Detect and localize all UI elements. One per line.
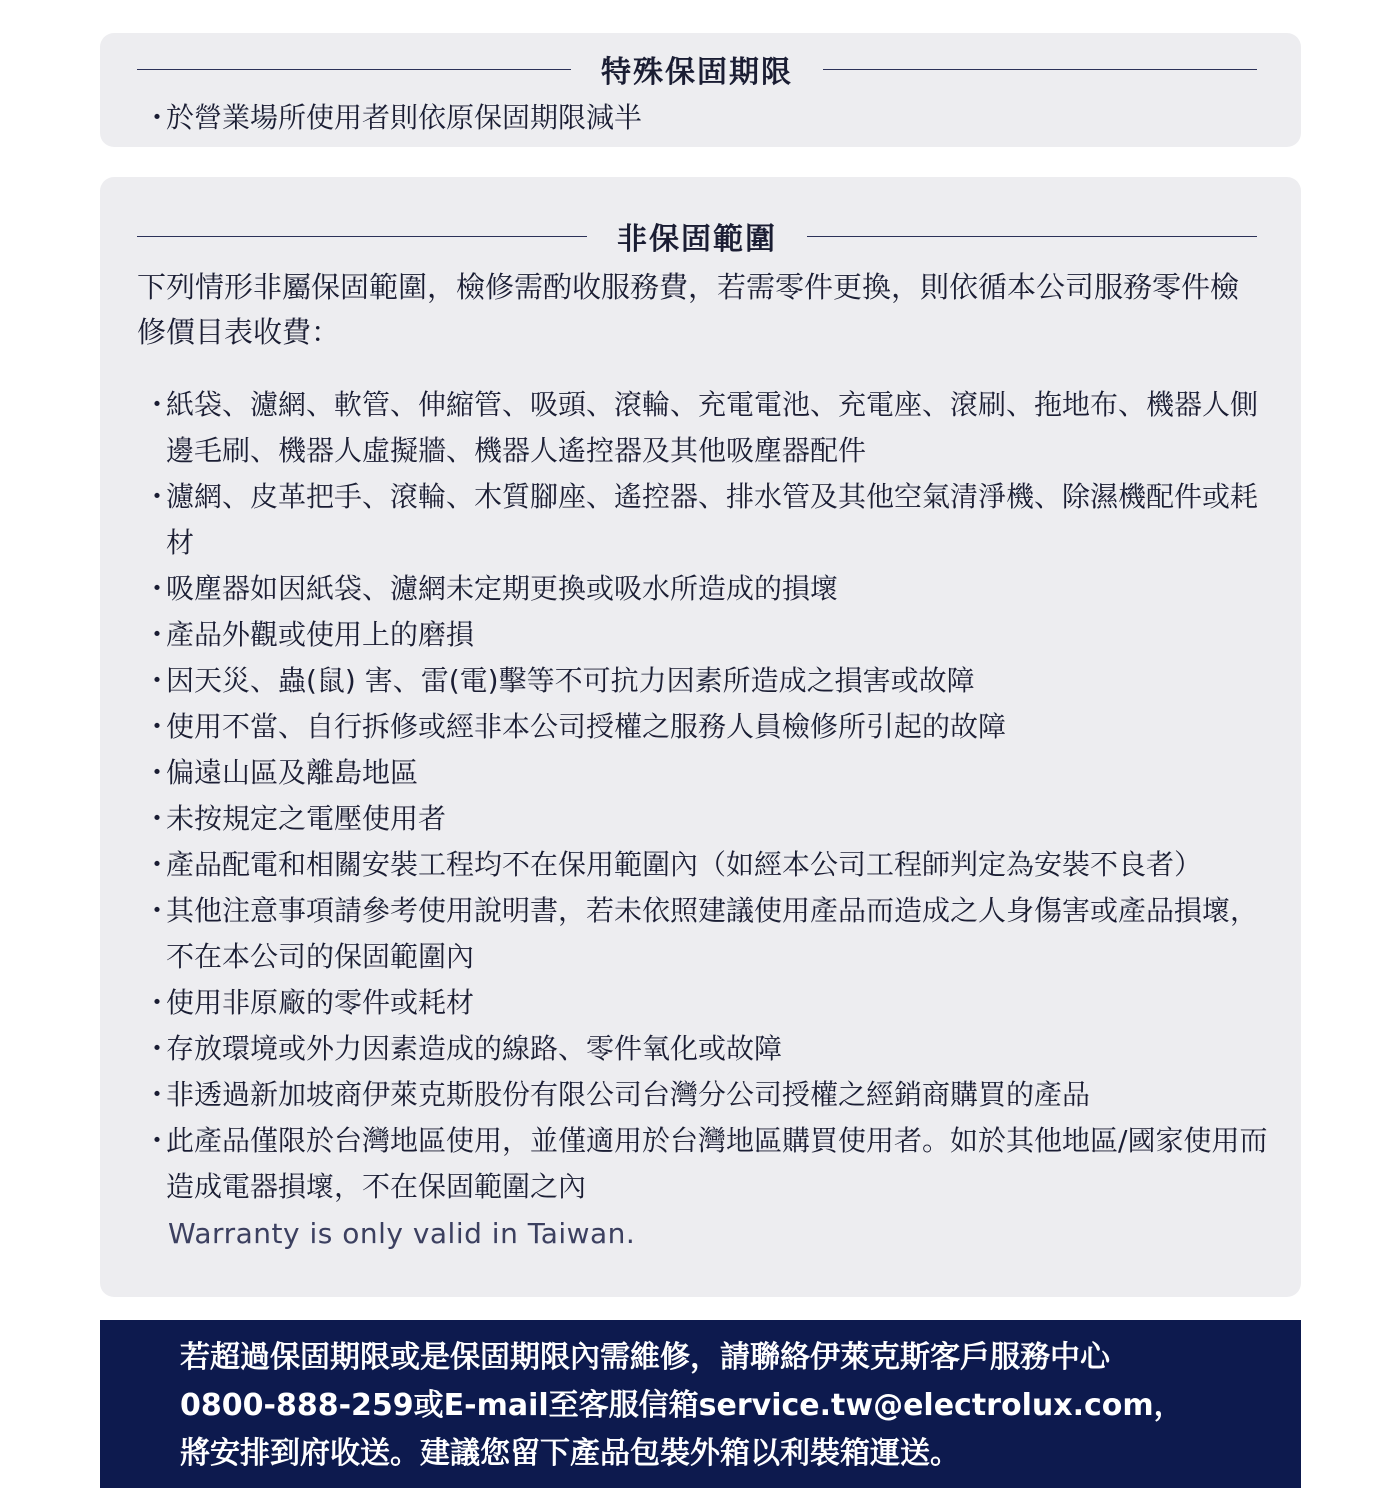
- special-warranty-title: 特殊保固期限: [601, 55, 793, 90]
- bullet-dot: ・: [143, 756, 172, 789]
- list-item: [140, 95, 1275, 141]
- list-item-text: 紙袋、濾網、軟管、伸縮管、吸頭、滾輪、充電電池、充電座、滾刷、拖地布、機器人側邊毛刷、機器人虛擬牆、機器人遙控器及其他吸塵器配件: [166, 388, 1259, 467]
- non-warranty-intro: 下列情形非屬保固範圍，檢修需酌收服務費，若需零件更換，則依循本公司服務零件檢修價目表收費：: [137, 270, 1240, 349]
- list-item-text: 存放環境或外力因素造成的線路、零件氧化或故障: [166, 1032, 783, 1065]
- list-item-text: 產品配電和相關安裝工程均不在保用範圍內（如經本公司工程師判定為安裝不良者）: [166, 848, 1203, 881]
- list-item-text: 偏遠山區及離島地區: [166, 756, 419, 789]
- bullet-dot: ・: [143, 986, 172, 1019]
- bullet-dot: ・: [143, 480, 172, 513]
- special-warranty-card: [100, 33, 1301, 147]
- heading-rule-left: [137, 236, 587, 237]
- bullet-dot: ・: [143, 1078, 172, 1111]
- list-item: [140, 566, 1275, 612]
- list-item: [140, 1118, 1275, 1210]
- list-item: [140, 842, 1275, 888]
- non-warranty-heading-row: [137, 214, 1257, 258]
- list-item-text: 於營業場所使用者則依原保固期限減半: [166, 101, 643, 134]
- bullet-dot: ・: [143, 894, 172, 927]
- list-item-text: 此產品僅限於台灣地區使用，並僅適用於台灣地區購買使用者。如於其他地區/國家使用而造成電器損壞，不在保固範圍之內: [166, 1124, 1268, 1203]
- list-item: [140, 658, 1275, 704]
- warranty-taiwan-note: Warranty is only valid in Taiwan.: [168, 1217, 636, 1250]
- list-item-text: 因天災、蟲(鼠) 害、雷(電)擊等不可抗力因素所造成之損害或故障: [166, 664, 975, 697]
- banner-line: 0800-888-259或E-mail至客服信箱service.tw@electrolux.com，: [180, 1388, 1184, 1423]
- list-item-text: 使用不當、自行拆修或經非本公司授權之服務人員檢修所引起的故障: [166, 710, 1007, 743]
- banner-line: 若超過保固期限或是保固期限內需維修，請聯絡伊萊克斯客戶服務中心: [180, 1340, 1110, 1375]
- list-item: [140, 750, 1275, 796]
- heading-rule-right: [807, 236, 1257, 237]
- special-warranty-heading-row: [137, 47, 1257, 91]
- service-contact-banner: [100, 1320, 1301, 1488]
- list-item-text: 吸塵器如因紙袋、濾網未定期更換或吸水所造成的損壞: [166, 572, 839, 605]
- list-item: [140, 382, 1275, 474]
- list-item-text: 產品外觀或使用上的磨損: [166, 618, 475, 651]
- bullet-dot: ・: [143, 664, 172, 697]
- bullet-dot: ・: [143, 101, 172, 134]
- bullet-dot: ・: [143, 802, 172, 835]
- non-warranty-card: [100, 177, 1301, 1297]
- special-warranty-list: [140, 95, 1275, 141]
- list-item-text: 使用非原廠的零件或耗材: [166, 986, 475, 1019]
- bullet-dot: ・: [143, 388, 172, 421]
- list-item-text: 非透過新加坡商伊萊克斯股份有限公司台灣分公司授權之經銷商購買的產品: [166, 1078, 1091, 1111]
- banner-line: 將安排到府收送。建議您留下產品包裝外箱以利裝箱運送。: [180, 1436, 960, 1471]
- list-item: [140, 474, 1275, 566]
- list-item: [140, 1072, 1275, 1118]
- list-item: [140, 888, 1275, 980]
- list-item-text: 未按規定之電壓使用者: [166, 802, 447, 835]
- heading-rule-left: [137, 69, 571, 70]
- bullet-dot: ・: [143, 572, 172, 605]
- bullet-dot: ・: [143, 710, 172, 743]
- non-warranty-title: 非保固範圍: [617, 222, 777, 257]
- list-item: [140, 1026, 1275, 1072]
- list-item-text: 其他注意事項請參考使用說明書，若未依照建議使用產品而造成之人身傷害或產品損壞，不在本公司的保固範圍內: [166, 894, 1259, 973]
- list-item: [140, 980, 1275, 1026]
- bullet-dot: ・: [143, 1124, 172, 1157]
- bullet-dot: ・: [143, 618, 172, 651]
- non-warranty-list: [140, 382, 1275, 1210]
- bullet-dot: ・: [143, 848, 172, 881]
- list-item: [140, 796, 1275, 842]
- list-item: [140, 704, 1275, 750]
- heading-rule-right: [823, 69, 1257, 70]
- list-item-text: 濾網、皮革把手、滾輪、木質腳座、遙控器、排水管及其他空氣清淨機、除濕機配件或耗材: [166, 480, 1259, 559]
- list-item: [140, 612, 1275, 658]
- bullet-dot: ・: [143, 1032, 172, 1065]
